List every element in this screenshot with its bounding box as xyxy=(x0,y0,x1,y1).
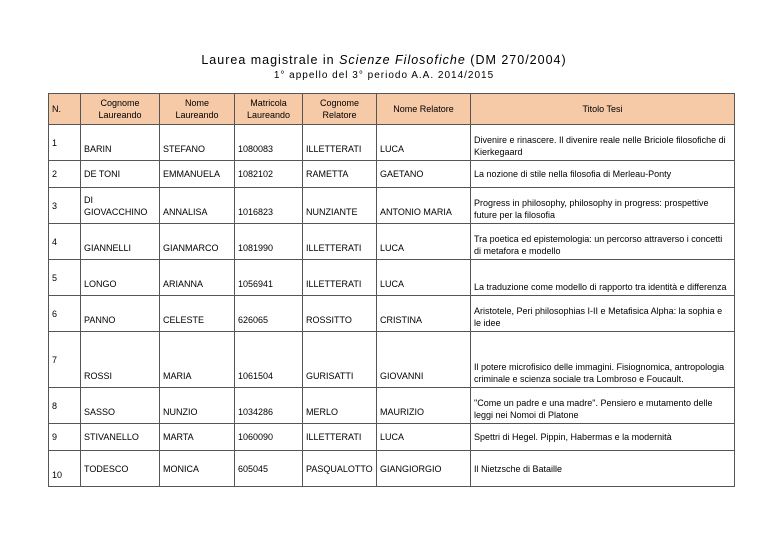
cell-relatore-nome: LUCA xyxy=(377,260,471,296)
cell-relatore-cognome: RAMETTA xyxy=(303,161,377,188)
col-header-nome-laureando: Nome Laureando xyxy=(160,94,235,125)
cell-n: 9 xyxy=(49,424,81,451)
cell-matricola: 1056941 xyxy=(235,260,303,296)
cell-matricola: 605045 xyxy=(235,451,303,487)
title-prefix: Laurea magistrale in xyxy=(201,53,335,67)
page-subtitle: 1° appello del 3° periodo A.A. 2014/2015 xyxy=(273,70,495,81)
cell-n: 10 xyxy=(49,451,81,487)
col-header-matricola: Matricola Laureando xyxy=(235,94,303,125)
cell-nome: EMMANUELA xyxy=(160,161,235,188)
cell-nome: ARIANNA xyxy=(160,260,235,296)
cell-cognome: STIVANELLO xyxy=(81,424,160,451)
cell-relatore-cognome: NUNZIANTE xyxy=(303,188,377,224)
cell-n: 3 xyxy=(49,188,81,224)
col-header-titolo: Titolo Tesi xyxy=(471,94,735,125)
cell-relatore-nome: GIOVANNI xyxy=(377,332,471,388)
cell-titolo: Progress in philosophy, philosophy in progress: prospettive future per la filosofia xyxy=(471,188,735,224)
title-course: Scienze Filosofiche xyxy=(339,53,466,67)
table-row xyxy=(49,451,735,487)
col-header-cognome-laureando: Cognome Laureando xyxy=(81,94,160,125)
cell-titolo: La traduzione come modello di rapporto tra identità e differenza xyxy=(471,260,735,296)
cell-matricola: 626065 xyxy=(235,296,303,332)
cell-cognome: LONGO xyxy=(81,260,160,296)
cell-titolo: Divenire e rinascere. Il divenire reale nelle Briciole filosofiche di Kierkegaard xyxy=(471,125,735,161)
col-header-nome-relatore: Nome Relatore xyxy=(377,94,471,125)
cell-relatore-cognome: ILLETTERATI xyxy=(303,125,377,161)
cell-relatore-nome: GIANGIORGIO xyxy=(377,451,471,487)
cell-nome: ANNALISA xyxy=(160,188,235,224)
cell-nome: MONICA xyxy=(160,451,235,487)
cell-cognome: DE TONI xyxy=(81,161,160,188)
cell-nome: NUNZIO xyxy=(160,388,235,424)
cell-n: 2 xyxy=(49,161,81,188)
cell-cognome: BARIN xyxy=(81,125,160,161)
cell-n: 4 xyxy=(49,224,81,260)
cell-relatore-cognome: ILLETTERATI xyxy=(303,424,377,451)
col-header-n: N. xyxy=(49,94,81,125)
cell-relatore-nome: GAETANO xyxy=(377,161,471,188)
cell-n: 6 xyxy=(49,296,81,332)
cell-relatore-nome: ANTONIO MARIA xyxy=(377,188,471,224)
cell-relatore-cognome: ROSSITTO xyxy=(303,296,377,332)
cell-n: 1 xyxy=(49,125,81,161)
cell-relatore-cognome: ILLETTERATI xyxy=(303,260,377,296)
cell-n: 5 xyxy=(49,260,81,296)
table-row xyxy=(49,388,735,424)
cell-matricola: 1060090 xyxy=(235,424,303,451)
cell-matricola: 1061504 xyxy=(235,332,303,388)
table-row xyxy=(49,125,735,161)
cell-relatore-cognome: GURISATTI xyxy=(303,332,377,388)
cell-relatore-nome: MAURIZIO xyxy=(377,388,471,424)
cell-titolo: Il potere microfisico delle immagini. Fisiognomica, antropologia criminale e scienza sociale tra Lombroso e Foucault. xyxy=(471,332,735,388)
graduates-table xyxy=(48,93,735,487)
cell-n: 8 xyxy=(49,388,81,424)
cell-relatore-nome: CRISTINA xyxy=(377,296,471,332)
cell-relatore-nome: LUCA xyxy=(377,424,471,451)
cell-n: 7 xyxy=(49,332,81,388)
cell-matricola: 1081990 xyxy=(235,224,303,260)
table-row xyxy=(49,332,735,388)
cell-nome: GIANMARCO xyxy=(160,224,235,260)
cell-cognome: GIANNELLI xyxy=(81,224,160,260)
cell-matricola: 1082102 xyxy=(235,161,303,188)
col-header-cognome-relatore: Cognome Relatore xyxy=(303,94,377,125)
cell-nome: CELESTE xyxy=(160,296,235,332)
table-row xyxy=(49,224,735,260)
cell-cognome: PANNO xyxy=(81,296,160,332)
cell-matricola: 1080083 xyxy=(235,125,303,161)
table-row xyxy=(49,188,735,224)
cell-cognome: ROSSI xyxy=(81,332,160,388)
title-suffix: (DM 270/2004) xyxy=(470,53,567,67)
cell-relatore-cognome: PASQUALOTTO xyxy=(303,451,377,487)
cell-nome: MARIA xyxy=(160,332,235,388)
cell-titolo: "Come un padre e una madre". Pensiero e mutamento delle leggi nei Nomoi di Platone xyxy=(471,388,735,424)
table-row xyxy=(49,424,735,451)
cell-titolo: Tra poetica ed epistemologia: un percorso attraverso i concetti di metafora e modello xyxy=(471,224,735,260)
cell-nome: STEFANO xyxy=(160,125,235,161)
cell-matricola: 1016823 xyxy=(235,188,303,224)
cell-titolo: Spettri di Hegel. Pippin, Habermas e la modernità xyxy=(471,424,735,451)
cell-titolo: La nozione di stile nella filosofia di Merleau-Ponty xyxy=(471,161,735,188)
cell-cognome: DI GIOVACCHINO xyxy=(81,188,160,224)
cell-cognome: SASSO xyxy=(81,388,160,424)
cell-titolo: Il Nietzsche di Bataille xyxy=(471,451,735,487)
cell-relatore-cognome: MERLO xyxy=(303,388,377,424)
table-row xyxy=(49,260,735,296)
cell-matricola: 1034286 xyxy=(235,388,303,424)
page-title xyxy=(0,53,768,67)
table-header-row xyxy=(49,94,735,125)
cell-cognome: TODESCO xyxy=(81,451,160,487)
cell-titolo: Aristotele, Peri philosophias I-II e Metafisica Alpha: la sophia e le idee xyxy=(471,296,735,332)
table-row xyxy=(49,161,735,188)
cell-nome: MARTA xyxy=(160,424,235,451)
cell-relatore-nome: LUCA xyxy=(377,125,471,161)
cell-relatore-nome: LUCA xyxy=(377,224,471,260)
cell-relatore-cognome: ILLETTERATI xyxy=(303,224,377,260)
table-row xyxy=(49,296,735,332)
